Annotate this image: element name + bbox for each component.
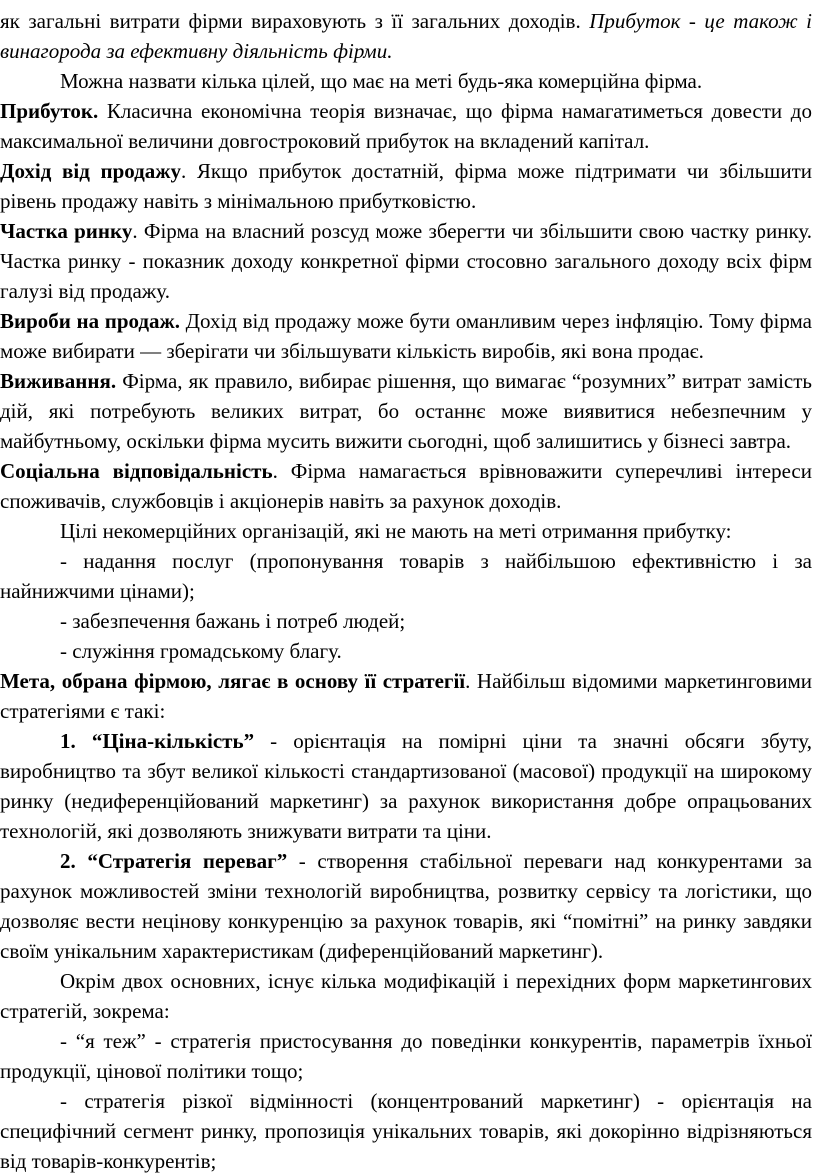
term-text: Класична економічна теорія визначає, що фірма намагатиметься довести до максимальної величини довгостроковий прибуток на вкладений капітал. [0,99,812,153]
list-item-public-good: - служіння громадському благу. [60,639,342,663]
term-heading: 2. “Стратегія переваг” [60,849,288,873]
term-text: Фірма, як правило, вибирає рішення, що вимагає “розумних” витрат замість дій, які потребують великих витрат, бо останнє може виявитися небезпечним у майбутньому, оскільки фірма мусить вижити сьогодні, щоб залишитись у бізнесі завтра. [0,369,812,453]
term-text: . Найбільш відомими маркетинговими стратегіями є такі: [0,669,812,723]
term-heading: 1. “Ціна-кількість” [60,729,255,753]
paragraph-nonprofit-goals-intro: Цілі некомерційних організацій, які не мають на меті отримання прибутку: [60,519,732,543]
paragraph-goal-profit [0,96,812,156]
italic-statement: Прибуток - це також і винагорода за ефективну діяльність фірми. [0,9,812,63]
paragraph-text: як загальні витрати фірми вираховують з її загальних доходів. [0,9,590,33]
paragraph-strategy-modifications: Окрім двох основних, існує кілька модифікацій і перехідних форм маркетингових стратегій, зокрема: [0,969,812,1023]
term-text: - орієнтація на помірні ціни та значні обсяги збуту, виробництво та збут великої кількості стандартизованої (масової) продукції на широкому ринку (недиференційований маркетинг) за рахунок використання добре опрацьованих технологій, які дозволяють знижувати витрати та ціни. [0,729,812,843]
list-item-me-too: - “я теж” - стратегія пристосування до поведінки конкурентів, параметрів їхньої продукції, цінової політики тощо; [0,1029,812,1083]
term-text: . Фірма на власний розсуд може зберегти чи збільшити свою частку ринку. Частка ринку - показник доходу конкретної фірми стосовно загального доходу всіх фірм галузі від продажу. [0,219,813,303]
paragraph-strategy-intro [0,666,812,726]
term-heading: Частка ринку [0,219,133,243]
paragraph-goal-units-sold [0,306,812,366]
paragraph-goal-survival [0,366,812,456]
term-heading: Соціальна відповідальність [0,459,273,483]
paragraph-strategy-advantages [0,846,812,966]
list-item-services: - надання послуг (пропонування товарів з найбільшою ефективністю і за найнижчими цінами); [0,549,812,603]
term-heading: Вироби на продаж. [0,309,181,333]
paragraph-goals-intro: Можна назвати кілька цілей, що має на меті будь-яка комерційна фірма. [60,69,703,93]
term-heading: Дохід від продажу [0,159,182,183]
term-text: . Фірма намагається врівноважити суперечливі інтереси споживачів, службовців і акціонерів навіть за рахунок доходів. [0,459,812,513]
paragraph-profit-definition [0,6,812,66]
paragraph-goal-social-responsibility [0,456,812,516]
paragraph-goal-sales-revenue [0,156,812,216]
term-text: Дохід від продажу може бути оманливим через інфляцію. Тому фірма може вибирати — зберігати чи збільшувати кількість виробів, які вона продає. [0,309,813,363]
term-heading: Прибуток. [0,99,99,123]
term-heading: Виживання. [0,369,117,393]
term-heading: Мета, обрана фірмою, лягає в основу її стратегії [0,669,466,693]
list-item-sharp-difference: - стратегія різкої відмінності (концентрований маркетинг) - орієнтація на специфічний сегмент ринку, пропозиція унікальних товарів, які докорінно відрізняються від товарів-конкурентів; [0,1089,812,1173]
term-text: - створення стабільної переваги над конкурентами за рахунок можливостей зміни технологій виробництва, розвитку сервісу та логістики, що дозволяє вести нецінову конкуренцію за рахунок товарів, які “помітні” на ринку завдяки своїм унікальним характеристикам (диференційований маркетинг). [0,849,812,963]
paragraph-goal-market-share [0,216,812,306]
term-text: . Якщо прибуток достатній, фірма може підтримати чи збільшити рівень продажу навіть з мінімальною прибутковістю. [0,159,812,213]
list-item-needs: - забезпечення бажань і потреб людей; [60,609,406,633]
paragraph-strategy-price-quantity [0,726,812,846]
